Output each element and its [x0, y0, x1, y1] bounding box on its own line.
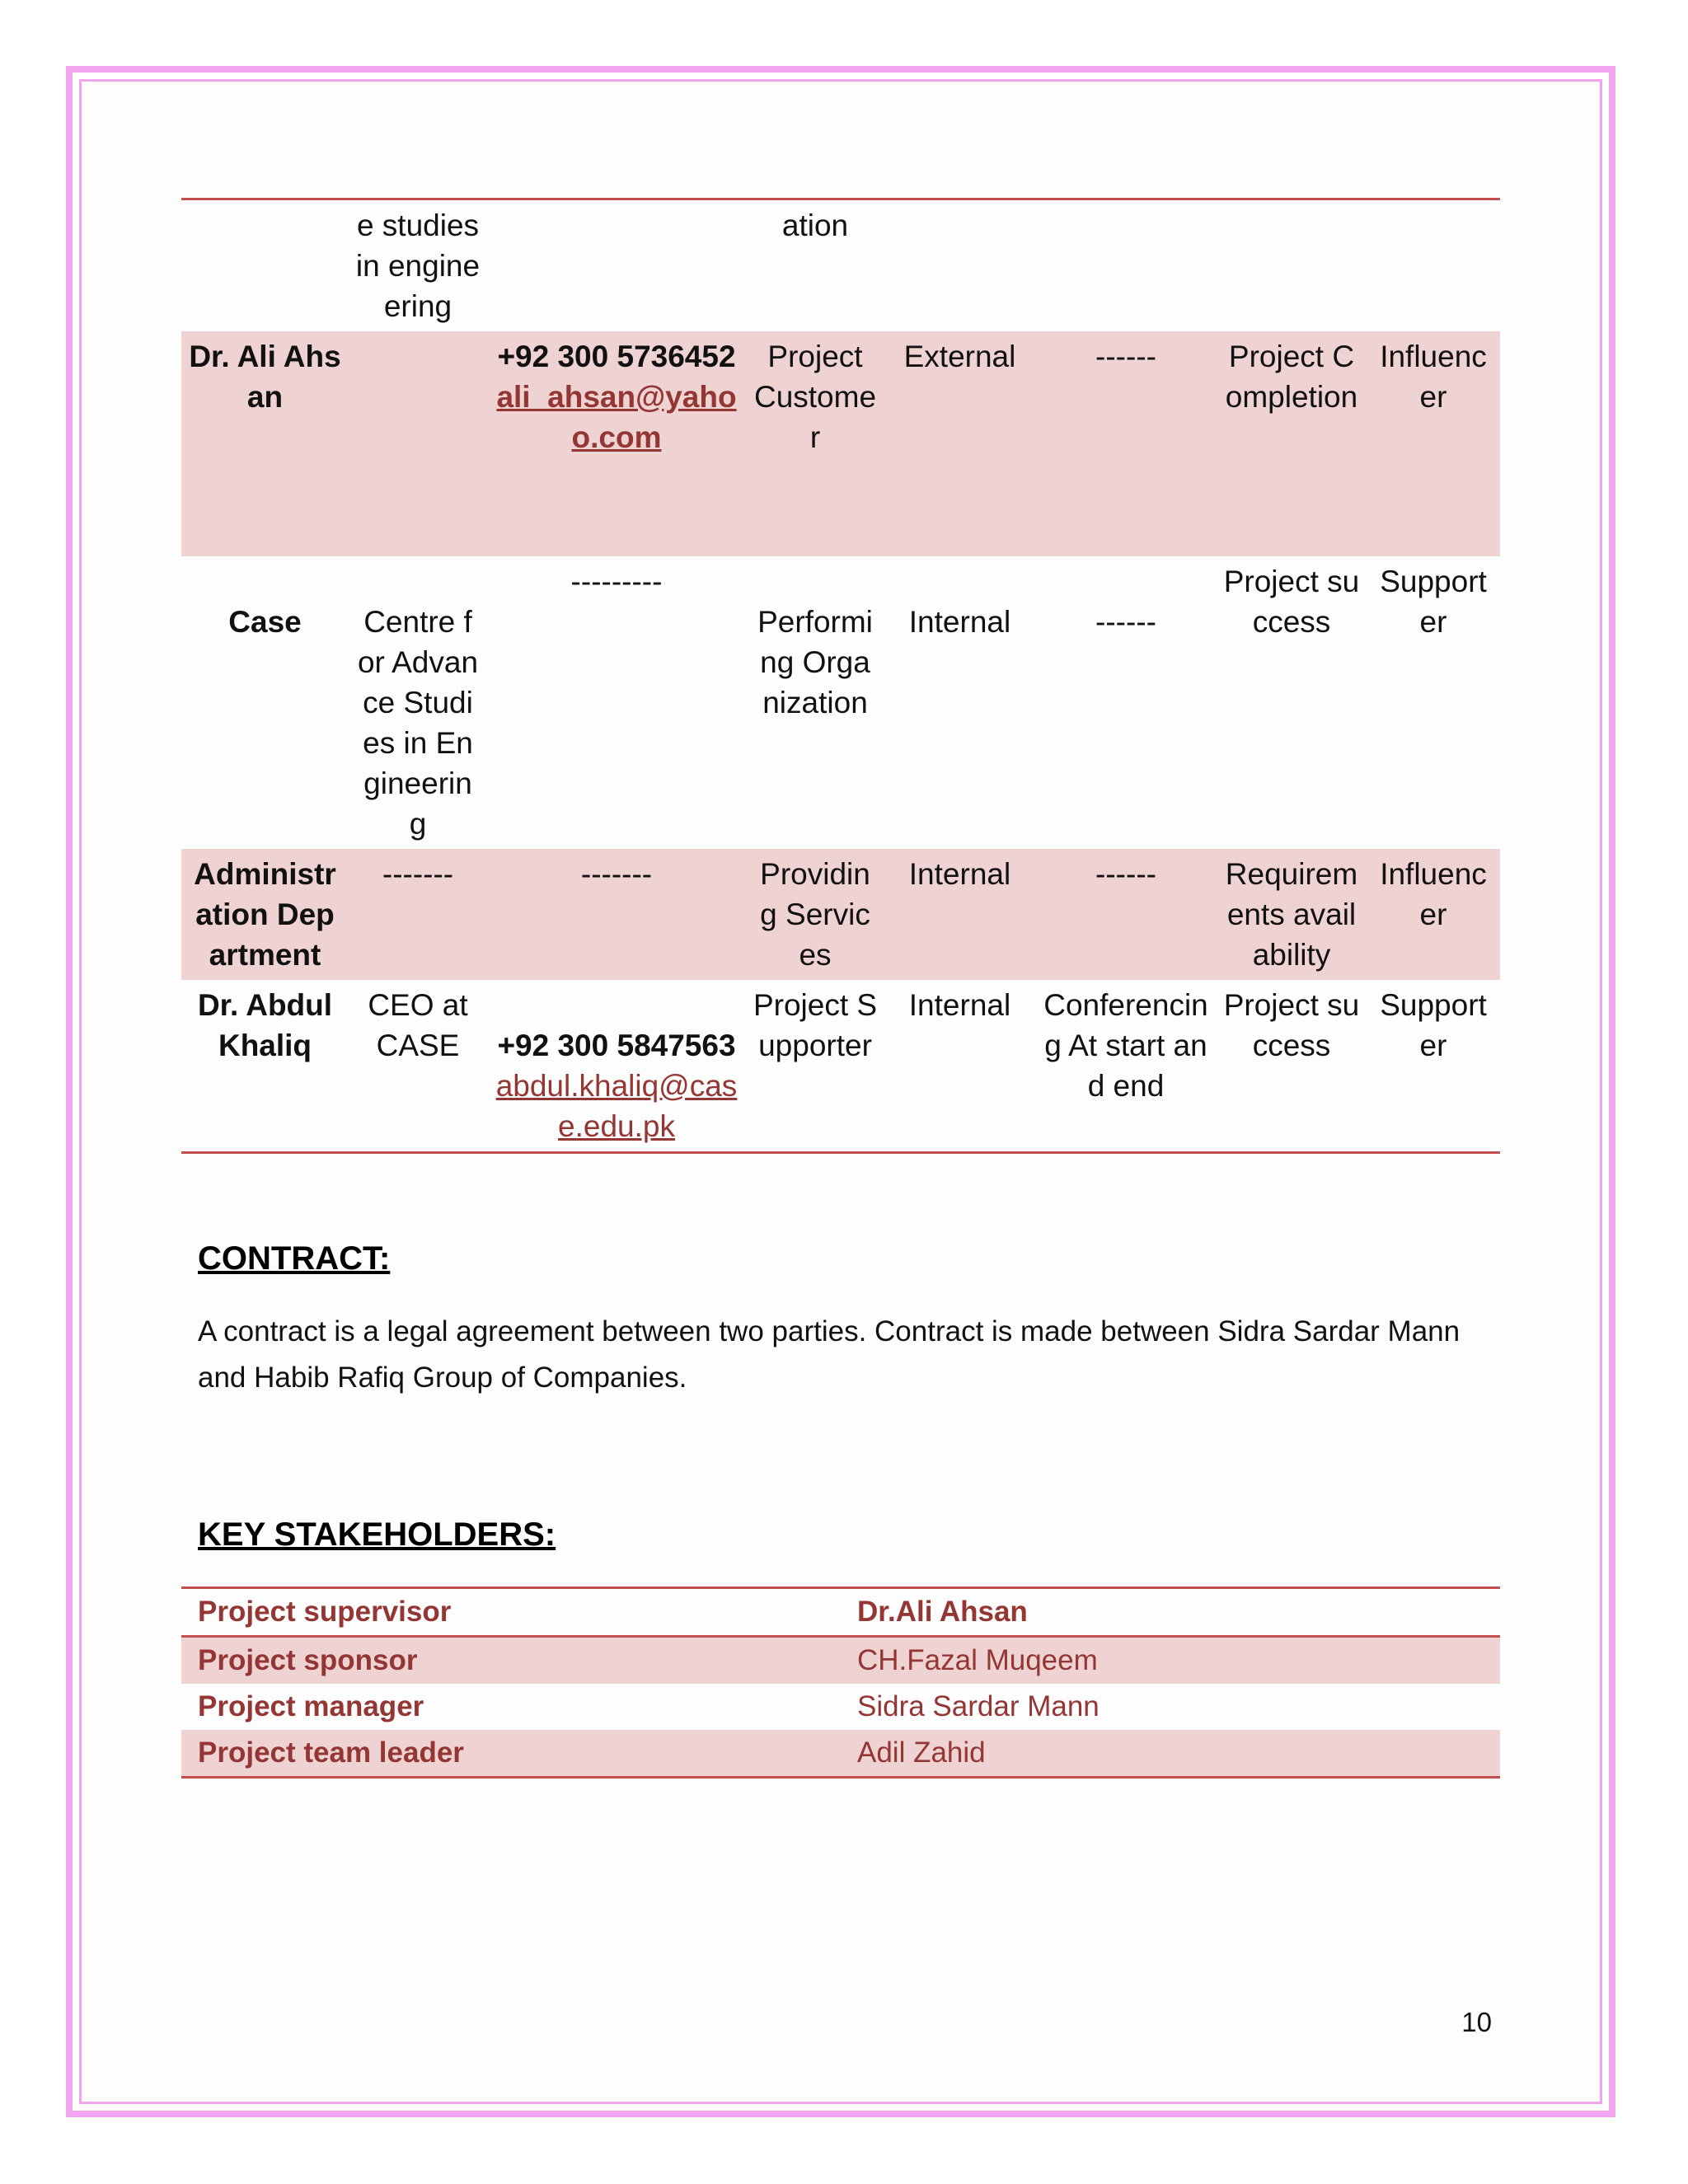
table-cell: ation: [746, 199, 884, 332]
stakeholder-contact: [487, 849, 746, 980]
key-stakeholder-name: CH.Fazal Muqeem: [841, 1637, 1500, 1685]
contract-heading: CONTRACT:: [198, 1240, 391, 1277]
stakeholder-org: CEO at CASE: [349, 980, 487, 1153]
key-stakeholder-role: Project supervisor: [181, 1588, 841, 1637]
stakeholder-influence: Supporter: [1380, 565, 1487, 639]
table-cell: [884, 199, 1035, 332]
key-stakeholders-heading: KEY STAKEHOLDERS:: [198, 1516, 556, 1553]
table-row: [181, 331, 1500, 556]
table-cell: e studies in engineering: [349, 199, 487, 332]
stakeholder-role: Performing Organization: [757, 605, 873, 719]
stakeholder-org: -------: [349, 849, 487, 980]
stakeholder-phone: ---------: [570, 565, 663, 598]
stakeholder-phone: -------: [580, 857, 653, 891]
stakeholder-org: [349, 331, 487, 556]
stakeholder-communication: ------: [1035, 331, 1217, 556]
stakeholder-type: External: [884, 331, 1035, 556]
key-stakeholder-name: Sidra Sardar Mann: [857, 1690, 1100, 1722]
table-cell: [487, 199, 746, 332]
table-row: [181, 199, 1500, 332]
stakeholder-phone: +92 300 5736452: [497, 340, 736, 373]
stakeholder-role: Project Supporter: [746, 980, 884, 1153]
stakeholder-type: Internal: [908, 605, 1011, 639]
stakeholder-interest: Project Completion: [1217, 331, 1367, 556]
stakeholder-name: Administration Department: [181, 849, 349, 980]
key-stakeholders-table: [181, 1586, 1500, 1779]
page-number: 10: [1461, 2007, 1492, 2037]
stakeholder-contact: [487, 556, 746, 849]
stakeholder-type: Internal: [884, 849, 1035, 980]
stakeholder-influence: Influencer: [1367, 331, 1500, 556]
table-row: [181, 980, 1500, 1153]
stakeholder-communication: ------: [1095, 605, 1156, 639]
stakeholder-influence: Influencer: [1367, 849, 1500, 980]
stakeholder-influence: Supporter: [1367, 980, 1500, 1153]
table-row: [181, 1588, 1500, 1637]
page-content: [181, 198, 1500, 1779]
contract-text: A contract is a legal agreement between two parties. Contract is made between Sidra Sardar Mann and Habib Rafiq Group of Companies.: [198, 1315, 1461, 1394]
stakeholder-communication: Conferencing At start and end: [1035, 980, 1217, 1153]
stakeholder-org: Centre for Advance Studies in Engineering: [357, 605, 479, 841]
stakeholder-interest: Project success: [1217, 980, 1367, 1153]
stakeholder-role: Project Customer: [746, 331, 884, 556]
key-stakeholder-role: Project manager: [198, 1690, 424, 1722]
stakeholder-name: Case: [228, 605, 302, 639]
key-stakeholder-role: Project sponsor: [181, 1637, 841, 1685]
stakeholder-type: Internal: [884, 980, 1035, 1153]
table-row: [181, 849, 1500, 980]
table-cell: [1217, 199, 1367, 332]
stakeholder-interest: Project success: [1223, 565, 1360, 639]
key-stakeholder-name: Adil Zahid: [841, 1730, 1500, 1778]
table-row: [181, 556, 1500, 849]
stakeholder-contact: [487, 980, 746, 1153]
stakeholder-email-link[interactable]: abdul.khaliq@case.edu.pk: [495, 1069, 738, 1143]
stakeholder-interest: Requirements availability: [1217, 849, 1367, 980]
stakeholder-email-link[interactable]: ali_ahsan@yahoo.com: [496, 380, 737, 454]
table-row: [181, 1730, 1500, 1778]
stakeholder-contact: [487, 331, 746, 556]
stakeholder-phone: +92 300 5847563: [497, 1029, 736, 1062]
stakeholder-name: Dr. Ali Ahsan: [181, 331, 349, 556]
table-row: [181, 1684, 1500, 1730]
stakeholder-role: Providing Services: [746, 849, 884, 980]
table-cell: [181, 199, 349, 332]
table-cell: [1035, 199, 1217, 332]
stakeholder-communication: ------: [1035, 849, 1217, 980]
stakeholder-name: Dr. Abdul Khaliq: [181, 980, 349, 1153]
stakeholder-table: [181, 198, 1500, 1154]
key-stakeholder-role: Project team leader: [181, 1730, 841, 1778]
key-stakeholder-name: Dr.Ali Ahsan: [841, 1588, 1500, 1637]
table-row: [181, 1637, 1500, 1685]
table-cell: [1367, 199, 1500, 332]
